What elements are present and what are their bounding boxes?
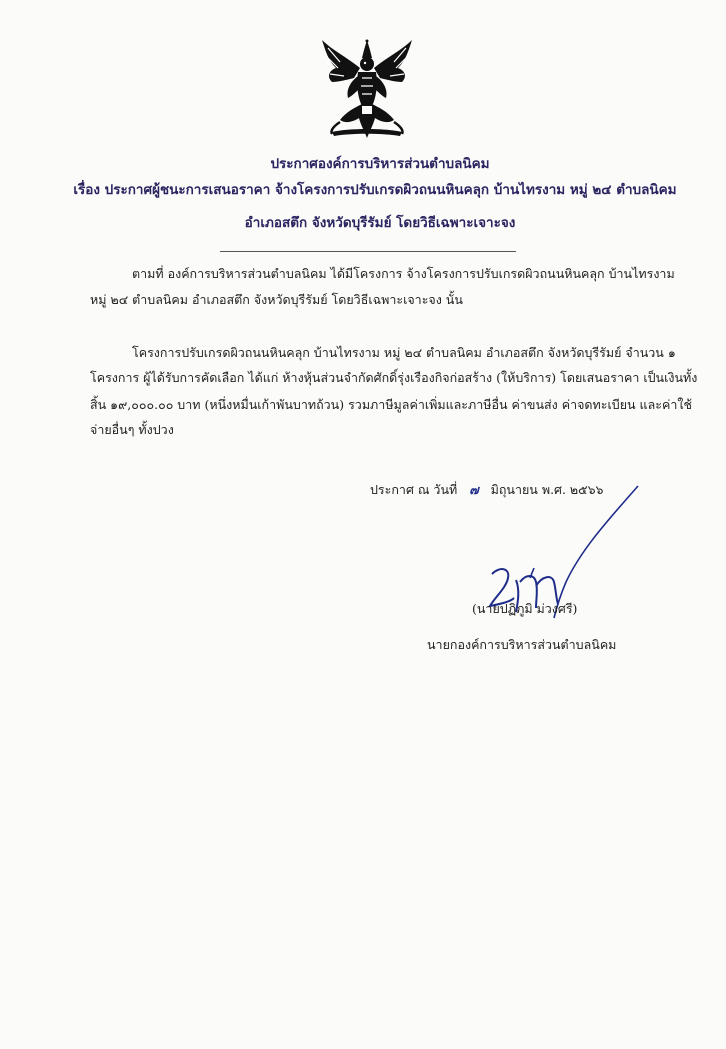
paragraph-2-line-1: โครงการปรับเกรดผิวถนนหินคลุก บ้านไทรงาม หมู่ ๒๔ ตำบลนิคม อำเภอสตึก จังหวัดบุรีรัมย์ จำนวน ๑: [132, 345, 676, 360]
subject-line-1: เรื่อง ประกาศผู้ชนะการเสนอราคา จ้างโครงการปรับเกรดผิวถนนหินคลุก บ้านไทรงาม หมู่ ๒๔ ตำบลนิคม: [73, 182, 677, 198]
paragraph-2-line-3: สิ้น ๑๙,๐๐๐.๐๐ บาท (หนึ่งหมื่นเก้าพันบาทถ้วน) รวมภาษีมูลค่าเพิ่มและภาษีอื่น ค่าขนส่ง ค่าจดทะเบียน และค่าใช้: [90, 397, 692, 412]
announcement-title: ประกาศองค์การบริหารส่วนตำบลนิคม: [270, 156, 490, 172]
announce-prefix: ประกาศ ณ วันที่: [370, 482, 458, 497]
subject-line-2: อำเภอสตึก จังหวัดบุรีรัมย์ โดยวิธีเฉพาะเจาะจง: [244, 215, 516, 231]
paragraph-1-line-2: หมู่ ๒๔ ตำบลนิคม อำเภอสตึก จังหวัดบุรีรัมย์ โดยวิธีเฉพาะเจาะจง นั้น: [90, 292, 463, 307]
signer-name: (นายปฏิภูมิ ม่วงศรี): [472, 601, 578, 616]
paragraph-2-line-4: จ่ายอื่นๆ ทั้งปวง: [90, 422, 174, 437]
announce-month-year: มิถุนายน พ.ศ. ๒๕๖๖: [490, 482, 604, 497]
announce-day: ๗: [469, 482, 479, 497]
title-divider: [220, 251, 516, 252]
paragraph-1-line-1: ตามที่ องค์การบริหารส่วนตำบลนิคม ได้มีโครงการ จ้างโครงการปรับเกรดผิวถนนหินคลุก บ้านไทรงาม: [132, 266, 675, 281]
paragraph-2-line-2: โครงการ ผู้ได้รับการคัดเลือก ได้แก่ ห้างหุ้นส่วนจำกัดศักดิ์รุ่งเรืองกิจก่อสร้าง (ให้บริการ) โดยเสนอราคา เป็นเงินทั้ง: [90, 370, 698, 385]
garuda-emblem-icon: [318, 38, 416, 142]
signer-title: นายกองค์การบริหารส่วนตำบลนิคม: [427, 637, 617, 652]
